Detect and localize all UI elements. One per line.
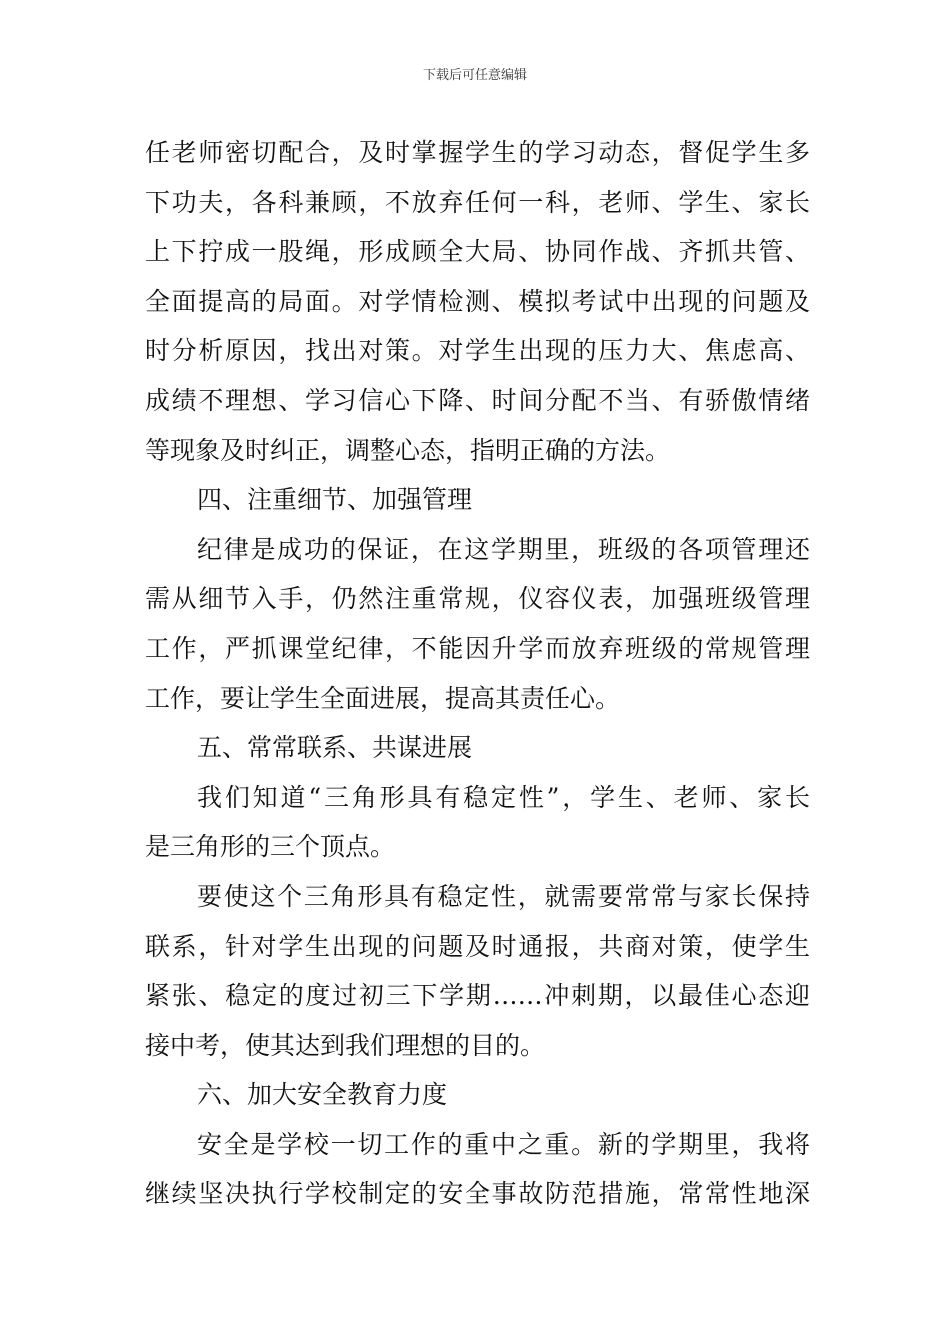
text-line: 下功夫，各科兼顾，不放弃任何一科，老师、学生、家长 [145, 187, 810, 217]
section-heading: 六、加大安全教育力度 [197, 1080, 448, 1110]
text-line: 上下拧成一股绳，形成顾全大局、协同作战、齐抓共管、 [145, 237, 810, 267]
text-line: 等现象及时纠正，调整心态，指明正确的方法。 [145, 435, 671, 465]
text-line: 安全是学校一切工作的重中之重。新的学期里，我将 [197, 1129, 810, 1159]
text-line: 工作，要让学生全面进展，提高其责任心。 [145, 683, 621, 713]
text-line: 联系，针对学生出现的问题及时通报，共商对策，使学生 [145, 931, 810, 961]
text-line: 紧张、稳定的度过初三下学期……冲刺期，以最佳心态迎 [145, 981, 810, 1011]
text-line: 是三角形的三个顶点。 [145, 832, 396, 862]
text-line: 我们知道“三角形具有稳定性”，学生、老师、家长 [197, 782, 810, 812]
text-line: 成绩不理想、学习信心下降、时间分配不当、有骄傲情绪 [145, 385, 810, 415]
document-body [145, 128, 810, 1219]
text-line: 需从细节入手，仍然注重常规，仪容仪表，加强班级管理 [145, 584, 810, 614]
text-line: 纪律是成功的保证，在这学期里，班级的各项管理还 [197, 534, 810, 564]
text-line: 继续坚决执行学校制定的安全事故防范措施，常常性地深 [145, 1179, 810, 1209]
section-heading: 四、注重细节、加强管理 [197, 485, 473, 515]
text-line: 全面提高的局面。对学情检测、模拟考试中出现的问题及 [145, 286, 810, 316]
section-heading: 五、常常联系、共谋进展 [197, 733, 473, 763]
text-line: 工作，严抓课堂纪律，不能因升学而放弃班级的常规管理 [145, 633, 810, 663]
text-line: 时分析原因，找出对策。对学生出现的压力大、焦虑高、 [145, 336, 810, 366]
text-line: 接中考，使其达到我们理想的目的。 [145, 1030, 546, 1060]
page-header: 下载后可任意编辑 [422, 68, 527, 83]
text-line: 要使这个三角形具有稳定性，就需要常常与家长保持 [197, 881, 810, 911]
text-line: 任老师密切配合，及时掌握学生的学习动态，督促学生多 [145, 138, 810, 167]
